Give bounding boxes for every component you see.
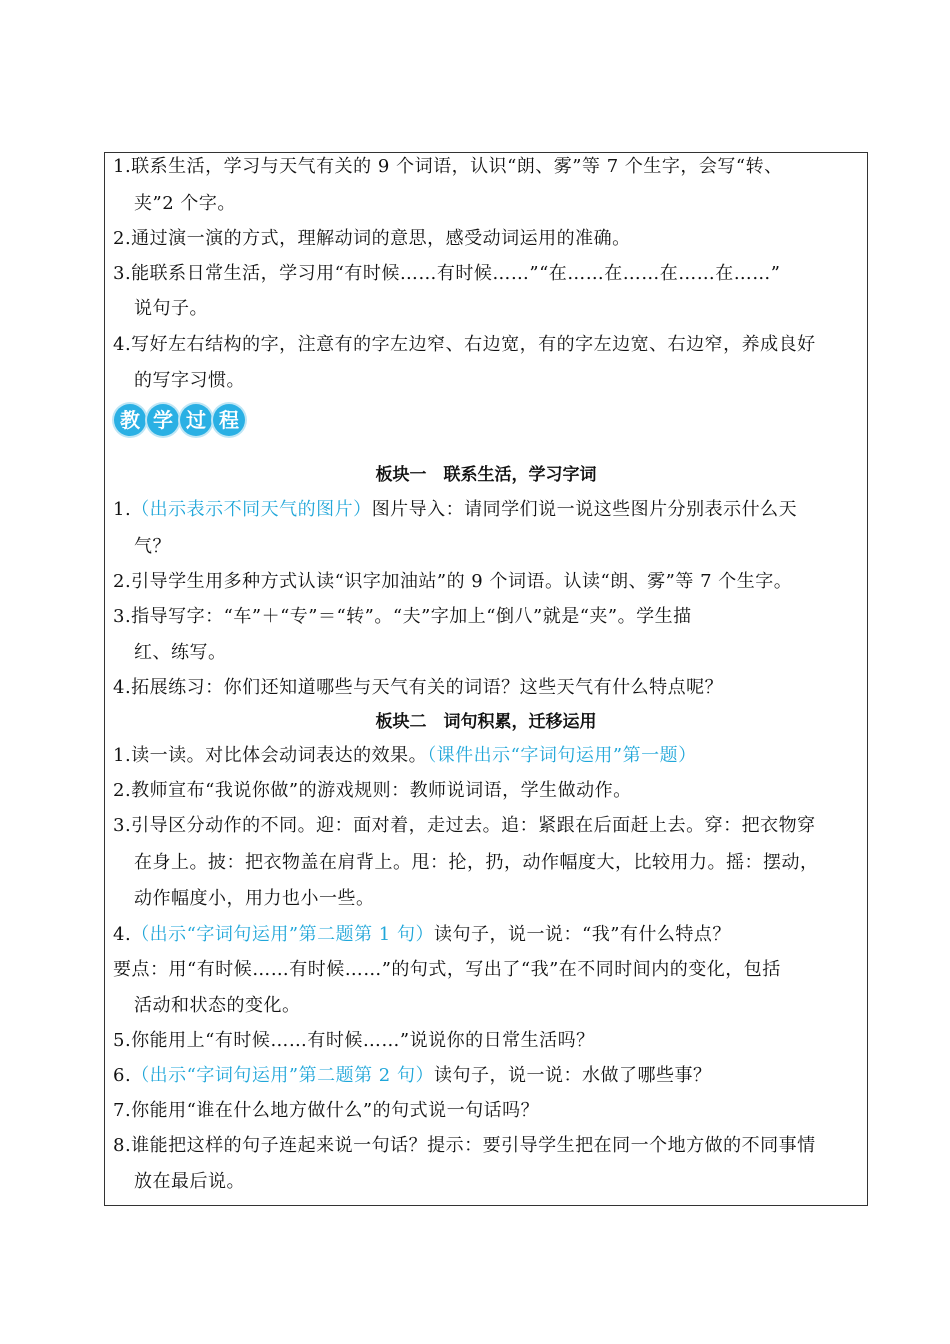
section-2-item-8-line-2: 放在最后说。	[134, 1171, 245, 1192]
section-2-item-3-line-2: 在身上。披：把衣物盖在肩背上。甩：抡，扔，动作幅度大，比较用力。摇：摆动，	[134, 852, 819, 873]
section-2-item-3-line-1: 3.引导区分动作的不同。迎：面对着，走过去。追：紧跟在后面赶上去。穿：把衣物穿	[113, 815, 816, 836]
section-1-item-3-line-2: 红、练写。	[134, 642, 227, 663]
key-point-line-1: 要点：用“有时候……有时候……”的句式，写出了“我”在不同时间内的变化，包括	[113, 959, 781, 980]
section-1-item-1	[113, 499, 797, 521]
item-number: 1.	[113, 499, 132, 520]
item-number: 4.	[113, 924, 132, 945]
badge-char: 过	[180, 404, 212, 436]
section-2-item-1	[113, 745, 697, 767]
section-2-item-6	[113, 1065, 712, 1087]
section-2-item-4	[113, 924, 731, 946]
badge-char: 学	[147, 404, 179, 436]
objective-1-line-2: 夹”2 个字。	[134, 193, 236, 214]
section-2-item-8-line-1: 8.谁能把这样的句子连起来说一句话？提示：要引导学生把在同一个地方做的不同事情	[113, 1135, 816, 1156]
item-note: （课件出示“字词句运用”第一题）	[427, 745, 697, 766]
section-1-item-2: 2.引导学生用多种方式认读“识字加油站”的 9 个词语。认读“朗、雾”等 7 个生字。	[113, 571, 793, 592]
item-text: 读句子，说一说：水做了哪些事？	[434, 1065, 712, 1086]
section-1-item-1-cont: 气？	[134, 536, 171, 557]
objective-4-line-2: 的写字习惯。	[134, 370, 245, 391]
objective-4-line-1: 4.写好左右结构的字，注意有的字左边窄、右边宽，有的字左边宽、右边窄，养成良好	[113, 334, 816, 355]
section-2-heading: 板块二 词句积累，迁移运用	[375, 712, 597, 732]
objective-3-line-2: 说句子。	[134, 298, 208, 319]
item-note: （出示“字词句运用”第二题第 1 句）	[131, 924, 434, 945]
section-2-item-2: 2.教师宣布“我说你做”的游戏规则：教师说词语，学生做动作。	[113, 780, 632, 801]
section-2-item-5: 5.你能用上“有时候……有时候……”说说你的日常生活吗？	[113, 1030, 595, 1051]
section-1-item-3-line-1: 3.指导写字：“车”＋“专”＝“转”。“夫”字加上“倒八”就是“夹”。学生描	[113, 606, 692, 627]
item-text: 读句子，说一说：“我”有什么特点？	[434, 924, 731, 945]
item-text: 图片导入：请同学们说一说这些图片分别表示什么天	[371, 499, 798, 520]
section-2-item-7: 7.你能用“谁在什么地方做什么”的句式说一句话吗？	[113, 1100, 540, 1121]
badge-char: 教	[114, 404, 146, 436]
section-2-item-3-line-3: 动作幅度小，用力也小一些。	[134, 888, 375, 909]
item-note: （出示“字词句运用”第二题第 2 句）	[131, 1065, 434, 1086]
objective-1-line-1: 1.联系生活，学习与天气有关的 9 个词语，认识“朗、雾”等 7 个生字，会写“转、	[113, 156, 783, 177]
teaching-process-badge	[114, 404, 245, 436]
item-text: 1.读一读。对比体会动词表达的效果。	[113, 745, 428, 766]
item-note: （出示表示不同天气的图片）	[131, 499, 372, 520]
key-point-line-2: 活动和状态的变化。	[134, 995, 301, 1016]
item-number: 6.	[113, 1065, 132, 1086]
objective-3-line-1: 3.能联系日常生活，学习用“有时候……有时候……”“在……在……在……在……”	[113, 263, 781, 284]
objective-2: 2.通过演一演的方式，理解动词的意思，感受动词运用的准确。	[113, 228, 631, 249]
section-1-item-4: 4.拓展练习：你们还知道哪些与天气有关的词语？这些天气有什么特点呢？	[113, 677, 724, 698]
section-1-heading: 板块一 联系生活，学习字词	[375, 465, 597, 485]
badge-char: 程	[213, 404, 245, 436]
